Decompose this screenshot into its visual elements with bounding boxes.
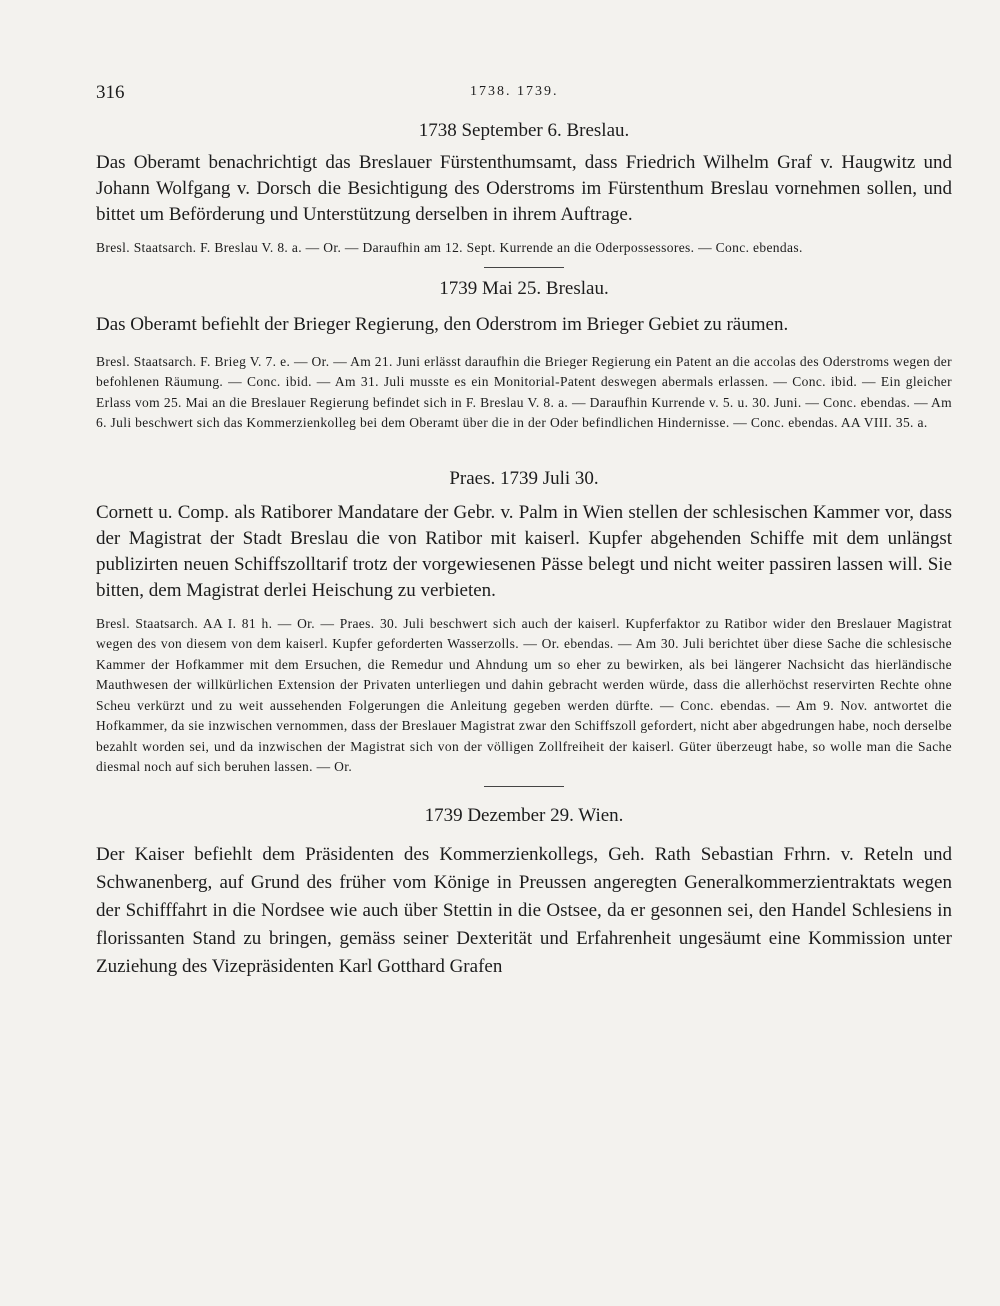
page-number: 316 xyxy=(96,82,125,103)
divider-rule xyxy=(484,786,564,787)
entry-date: 1739 Mai 25. Breslau. xyxy=(439,277,609,299)
entry-1739-07-30 xyxy=(96,466,952,778)
document-body xyxy=(96,112,952,981)
entry-date: 1739 Dezember 29. Wien. xyxy=(424,804,624,826)
entry-note: Bresl. Staatsarch. AA I. 81 h. — Or. — Praes. 30. Juli beschwert sich auch der kaiserl. Kupferfaktor zu Ratibor wider den Breslauer Magistrat wegen des von diesem von dem kaiserl. Kupfer geforderten Wasserzolls. — Or. ebendas. — Am 30. Juli berichtet über diese Sache die schlesische Kammer der Hofkammer mit dem Ersuchen, die Remedur und Ahndung um so eher zu bewirken, als bei längerer Nachsicht das hierländische Mauthwesen der willkürlichen Extension der Privaten unterliegen und dahin gebracht werden würde, dass die allerhöchst reservirten Rechte ohne Scheu verkürzt und zu weit aussehenden Folgerungen die Anleitung gegeben werden dürfte. — Conc. ebendas. — Am 9. Nov. antwortet die Hofkammer, da sie inzwischen vernommen, dass der Breslauer Magistrat zwar den Schiffszoll gefordert, nicht aber abgedrungen habe, noch derselbe bezahlt worden sei, und da inzwischen der Magistrat sich von der völligen Zollfreiheit der kaiserl. Güter überzeugt habe, so wolle man die Sache diesmal noch auf sich beruhen lassen. — Or. xyxy=(96,615,952,774)
entry-note: Bresl. Staatsarch. F. Brieg V. 7. e. — Or. — Am 21. Juni erlässt daraufhin die Brieger Regierung ein Patent an die accolas des Oderstroms wegen der befohlenen Räumung. — Conc. ibid. — Am 31. Juli musste es ein Monitorial-Patent deswegen abermals erlassen. — Conc. ibid. — Ein gleicher Erlass vom 25. Mai an die Breslauer Regierung befindet sich in F. Breslau V. 8. a. — Daraufhin Kurrende v. 5. u. 30. Juni. — Conc. ebendas. — Am 6. Juli beschwert sich das Kommerzienkolleg bei dem Oberamt über die in der Oder befindlichen Hindernisse. — Conc. ebendas. AA VIII. 35. a. xyxy=(96,353,952,430)
entry-1739-12-29 xyxy=(96,803,952,981)
entry-note: Bresl. Staatsarch. F. Breslau V. 8. a. — Or. — Daraufhin am 12. Sept. Kurrende an die Oderpossessores. — Conc. ebendas. xyxy=(96,240,803,255)
entry-1739-05-25 xyxy=(96,276,952,434)
entry-1738-09-06 xyxy=(96,118,952,259)
entry-regest: Der Kaiser befiehlt dem Präsidenten des Kommerzienkollegs, Geh. Rath Sebastian Frhrn. v. Reteln und Schwanenberg, auf Grund des früher vom Könige in Preussen angeregten Generalkommerzientraktats wegen der Schifffahrt in die Nordsee wie auch über Stettin in die Ostsee, da er gesonnen sei, den Handel Schlesiens in florissanten Stand zu bringen, gemäss seiner Dexterität und Erfahrenheit ungesäumt eine Kommission unter Zuziehung des Vizepräsidenten Karl Gotthard Grafen xyxy=(96,843,952,977)
entry-regest: Das Oberamt benachrichtigt das Breslauer Fürstenthumsamt, dass Friedrich Wilhelm Graf v. Haugwitz und Johann Wolfgang v. Dorsch die Besichtigung des Oderstroms im Fürstenthum Breslau vornehmen sollen, und bittet um Beförderung und Unterstützung derselben in ihrem Auftrage. xyxy=(96,152,952,225)
running-header xyxy=(96,82,950,106)
running-title: 1738. 1739. xyxy=(470,84,559,99)
divider-rule xyxy=(484,267,564,268)
entry-regest: Cornett u. Comp. als Ratiborer Mandatare der Gebr. v. Palm in Wien stellen der schlesischen Kammer vor, dass der Magistrat der Stadt Breslau die von Ratibor mit kaiserl. Kupfer abgehenden Schiffe mit dem unlängst publizirten neuen Schiffszolltarif trotz der vorgewiesenen Pässe belegt und nicht weiter passiren lassen will. Sie bitten, dem Magistrat derlei Heischung zu verbieten. xyxy=(96,501,952,601)
entry-date: 1738 September 6. Breslau. xyxy=(418,120,630,141)
entry-date: Praes. 1739 Juli 30. xyxy=(449,467,599,489)
entry-regest: Das Oberamt befiehlt der Brieger Regierung, den Oderstrom im Brieger Gebiet zu räumen. xyxy=(96,313,789,335)
